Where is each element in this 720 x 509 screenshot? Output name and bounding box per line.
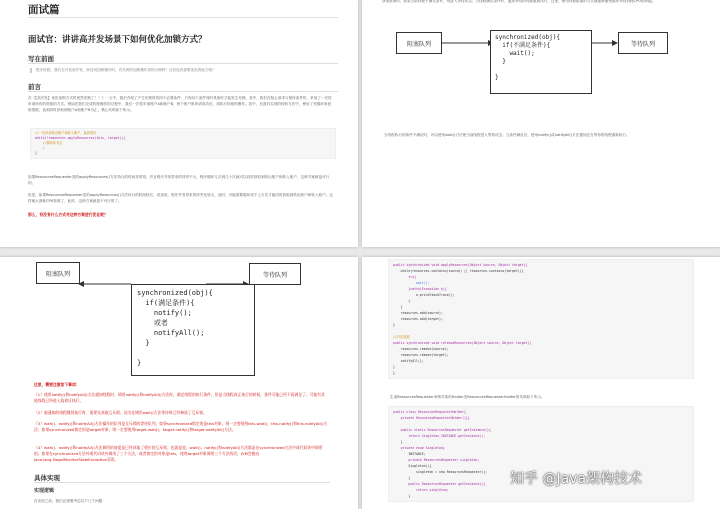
code-line: //归还资源	[393, 335, 410, 339]
code-line: resources.add(target);	[393, 317, 443, 321]
code-line: e.printStackTrace();	[393, 293, 455, 297]
code-line: //一次申请转出账户和转入账户，直到成功	[35, 131, 97, 135]
code-line: }	[393, 365, 395, 369]
blocking-queue-box: 阻塞队列	[36, 262, 80, 284]
section-title: 面试篇	[28, 4, 60, 16]
code-line: }	[393, 476, 411, 480]
code-line: }	[393, 299, 411, 303]
divider	[34, 482, 330, 483]
code-line: public class ResourcesRequesterHolder{	[393, 410, 466, 414]
code-line: }	[35, 151, 37, 155]
code-line: wait();	[393, 281, 430, 285]
code-line: return singleton;	[393, 488, 449, 492]
heading-preface: 前言	[28, 83, 41, 91]
code-line: }	[495, 74, 499, 81]
code-line: notifyAll();	[137, 329, 205, 337]
top-paragraph: 获取资源时，如果当前线程不满足条件，则进入等待状态；当线程满足条件时，通知等待的线程重新执行，这里，使用线程阻塞的方式就能够避免循环等待消耗CPU的问题。	[382, 0, 656, 3]
code-line: public synchronized void releaseResources(Object source, Object target){	[393, 341, 532, 345]
code-line: }	[495, 58, 506, 65]
code-line: }	[137, 359, 142, 367]
heading-intro: 写在前面	[28, 55, 54, 63]
code-line: private enum Singleton{	[393, 446, 445, 450]
code-line: notify();	[137, 309, 192, 317]
waiting-queue-box: 等待队列	[618, 32, 668, 54]
code-line: //循环体为空	[35, 141, 63, 145]
wait-paragraph: 当线程执行的条件不满足时，可以使用wait()方法使当前线程进入等待状态；当条件满足后，使用notify()或notifyAll()方法通知正在等待的线程重新执行。	[384, 133, 630, 137]
code-line: }	[393, 323, 395, 327]
paragraph-3: 但是，如果ResourcesRequester类的applyResources()方法执行的时间较长，或者说，程序并发带来的冲突比较大，此时，可能需要循环成千上万次才能同时获取到转出账户和转入账户。这样就太消耗CPU资源了，此时，这种方案就是不可行的了。	[28, 193, 333, 204]
code-line: notifyAll();	[393, 359, 424, 363]
intro-quote: 很多时候，我们在开发高并发、涉及到加锁操作时，对代码的加锁操作真的合理吗？还有没有需要优化的地方呢？	[30, 68, 336, 73]
document-page-2	[362, 0, 720, 247]
blocking-queue-box: 阻塞队列	[396, 32, 442, 54]
code-block-resources	[388, 259, 694, 379]
code-line: synchronized(obj){	[137, 289, 213, 297]
notify-code-box	[131, 284, 255, 376]
question-line: 那么，有没有什么方式对这种方案进行优化呢？	[28, 212, 108, 217]
divider	[28, 63, 338, 64]
code-line: private ResourcesRequesterHolder(){}	[393, 416, 470, 420]
code-line: }	[393, 440, 403, 444]
paragraph-2: 如果ResourcesRequester类的applyResources()方法执行的时间非常短，并且程序并发带来的冲突不大，程序循环几次到几十次就可以同时获取到转出账户和转入账户，这种方案就是可行的。	[28, 175, 330, 186]
code-line: }	[137, 339, 150, 347]
code-line: while(resources.contains(source) || resources.contains(target)){	[393, 269, 524, 273]
code-line: if(满足条件){	[137, 299, 195, 307]
code-line: public ResourcesRequester getInstance(){	[393, 482, 486, 486]
code-line: if(不满足条件){	[495, 42, 551, 49]
document-page-3	[0, 257, 358, 509]
code-line: resources.add(source);	[393, 311, 443, 315]
code-line: resources.remove(target);	[393, 353, 449, 357]
heading-implementation: 具体实现	[34, 474, 60, 482]
document-page-4	[362, 257, 720, 509]
waiting-queue-box: 等待队列	[249, 263, 301, 285]
code-line: return Singleton.INSTANCE.getInstance();	[393, 434, 486, 438]
code-line: Singleton(){	[393, 464, 432, 468]
code-line: }	[393, 371, 395, 375]
code-line: }catch(Exception e){	[393, 287, 447, 291]
note-2: （2）被通知的线程继续执行时，需要先获取互斥锁，因为在调用wait()方法等待时已经释放了互斥锁。	[34, 410, 207, 415]
code-line: try{	[393, 275, 417, 279]
preface-paragraph: 在《【高并发】优化加锁方式时竟然死锁了！！》一文中，我们介绍了产生死锁时的四个必要条件，只有四个条件同时具备时才能发生死锁。其中，我们在阻止请求与保持条件时，采用了一次性申请所有的资源的方式。例如在我们完成转账操作的过程中，我们一次性申请账户A和账户B，两个账户都申请成功后，再执行转账的操作。其中，在我们实现的转账方法中，使用了死循环来获取资源，直到同时获取到账户A和账户B为止，核心代码如下所示。	[28, 96, 332, 113]
note-3: （3）wait()、notify()和notifyAll()方法操作的队列是互斥锁的等待队列，如果synchronized锁定的是this对象，则一定要使用this.wait()、this.notify()和this.notifyAll()方法；如果synchronized锁定的是target对象，则一定要使用target.wait()、target.notify()和target.notifyAll()方法。	[34, 421, 328, 432]
divider	[28, 17, 338, 18]
note-1: （1）使用notify()和notifyAll()方法通知线程时，调用notify()和notifyAll()方法时，满足线程的执行条件，但是当线程真正执行的时候，条件可能已经不再满足了，可能有其他线程已经进入临界区执行。	[34, 392, 325, 403]
code-line: 或者	[137, 319, 168, 327]
notes-title: 这里，需要注意如下事项：	[34, 382, 80, 387]
code-line: private ResourcesRequester singleton;	[393, 458, 480, 462]
wait-code-box	[490, 30, 592, 94]
code-line: resources.remove(source);	[393, 347, 449, 351]
holder-paragraph: 生成ResourcesRequester单例对象的Holder类ResourcesRequesterHolder的代码如下所示。	[390, 395, 545, 399]
code-line: }	[393, 494, 411, 498]
code-line: public static ResourcesRequester getInstance(){	[393, 428, 491, 432]
code-block-loop	[30, 128, 336, 159]
last-line: 在实现之前，我们还需要考虑以下几个问题：	[34, 499, 106, 503]
code-line: }	[393, 305, 403, 309]
watermark: 知乎 @Java架构技术	[510, 471, 643, 487]
document-page-1	[0, 0, 358, 247]
code-line: synchronized(obj){	[495, 34, 561, 41]
article-title: 面试官：讲讲高并发场景下如何优化加锁方式？	[28, 35, 207, 45]
code-line: ;	[35, 146, 45, 150]
code-line: public synchronized void applyResources(Object source, Object target){	[393, 263, 528, 267]
heading-logic: 实现逻辑	[34, 488, 55, 494]
code-line: INSTANCE;	[393, 452, 426, 456]
code-line: while(!requester.applyResources(this, target)){	[35, 136, 126, 140]
code-line: wait();	[495, 50, 535, 57]
code-line: singleton = new ResourcesRequester();	[393, 470, 488, 474]
divider	[28, 91, 338, 92]
note-4: （4）wait()、notify()和notifyAll()方法调用的前提是已经获取了相应的互斥锁，也就是说，wait()、notify()和notifyAll()方法都是在synchronized方法中或代码块中调用的。如果在synchronized方法外或代码块外调用了三个方法，或者锁定的对象是this，使用target对象调用三个方法的话，JVM会抛出java.lang.IllegalMonitorStateException异常。	[34, 445, 323, 462]
